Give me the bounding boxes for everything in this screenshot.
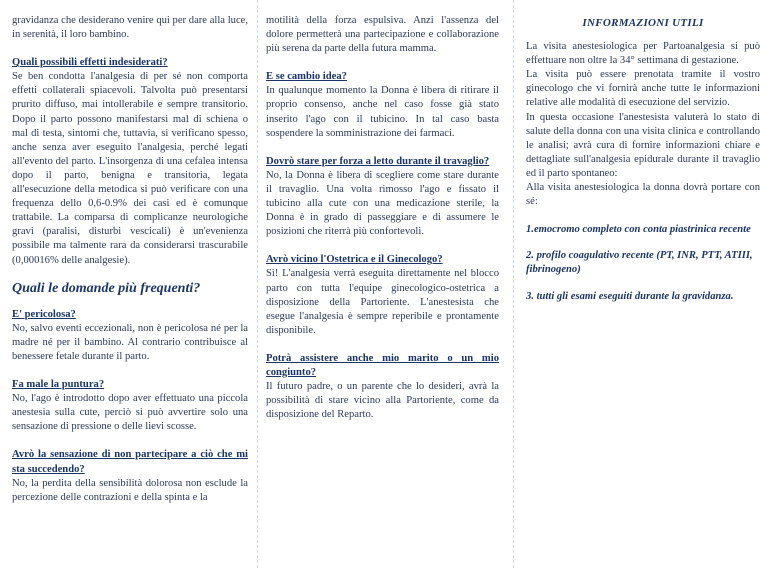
info-paragraph-booking: La visita può essere prenotata tramite il vostro ginecologo che vi fornirà anche tutte le informazioni relative alle modalità di esecuzione del servizio. [526,69,760,109]
column-right [526,0,760,568]
question-husband-heading: Potrà assistere anche mio marito o un mio congiunto? [266,352,499,378]
requirement-item-coagulation: 2. profilo coagulativo recente (PT, INR, PTT, ATIII, fibrinogeno) [526,250,753,276]
info-paragraph-evaluation: In questa occasione l'anestesista valuterà lo stato di salute della donna con una visita clinica e controllando le analisi; avrà cura di fornire informazioni chiare e dettagliate sull'analgesia epidurale durante il travaglio ed il parto spontaneo: [526,111,760,179]
question-change-mind-heading: E se cambio idea? [266,71,347,83]
question-midwife-heading: Avrò vicino l'Ostetrica e il Ginecologo? [266,254,443,266]
requirement-item-blood-count: 1.emocromo completo con conta piastrinica recente [526,224,751,236]
question-puncture-text: No, l'ago è introdotto dopo aver effettuato una piccola anestesia sulla cute, perciò si può avvertire solo una sensazione di pressione o delle lievi scosse. [12,393,248,433]
question-midwife-text: Sì! L'analgesia verrà eseguita direttamente nel blocco parto con tutta l'equipe ginecologico-ostetrica a disposizione della Partoriente. L'anestesista che esegue l'analgesia è sempre reperibile e prontamente disponibile. [266,268,499,336]
faq-heading: Quali le domande più frequenti? [12,280,201,296]
question-participate-text: No, la perdita della sensibilità dolorosa non esclude la percezione delle contrazioni e della spinta e la [12,477,248,503]
intro-text: gravidanza che desiderano venire qui per dare alla luce, in serenità, il loro bambino. [12,15,248,41]
column-left [12,0,248,568]
fold-line-right [513,0,514,568]
side-effects-heading: Quali possibili effetti indesiderati? [12,57,168,69]
continuation-text: motilità della forza espulsiva. Anzi l'assenza del dolore permetterà una partecipazione e collaborazione più serena da parte della futura mamma. [266,15,499,55]
fold-line-left [257,0,258,568]
info-title: INFORMAZIONI UTILI [582,17,704,29]
info-paragraph-visit: La visita anestesiologica per Partoanalgesia si può effettuare non oltre la 34° settimana di gestazione. [526,41,760,67]
question-husband-text: Il futuro padre, o un parente che lo desideri, avrà la possibilità di stare vicino alla Partoriente, come da disposizione del Reparto. [266,381,499,421]
question-dangerous-text: No, salvo eventi eccezionali, non è pericolosa né per la madre né per il bambino. Al contrario contribuisce al benessere fetale durante il parto. [12,322,248,362]
side-effects-text: Se ben condotta l'analgesia di per sé non comporta effetti collaterali spiacevoli. Talvolta può presentarsi prurito diffuso, mai intollerabile e sempre transitorio. Dopo il parto possono manifestarsi mal di schiena o mal di testa, sintomi che, tuttavia, si verificano spesso, anche senza aver eseguito l'analgesia, perché legati all'evento del parto. L'insorgenza di una cefalea intensa dopo il parto, benigna e transitoria, legata all'esecuzione della metodica si può verificare con una frequenza dello 0,6-0.9% dei casi ed è comunque trattabile. La comparsa di complicanze neurologiche gravi (paralisi, disturbi vescicali) è un'evenienza possibile ma talmente rara da considerarsi trascurabile (0,00016% delle analgesie). [12,71,248,266]
question-participate-heading: Avrò la sensazione di non partecipare a ciò che mi sta succedendo? [12,449,248,475]
question-bed-heading: Dovrò stare per forza a letto durante il travaglio? [266,155,490,167]
info-paragraph-bring: Alla visita anestesiologica la donna dovrà portare con sé: [526,182,760,208]
requirement-item-exams: 3. tutti gli esami eseguiti durante la gravidanza. [526,290,734,302]
question-dangerous-heading: E' pericolosa? [12,308,76,320]
question-puncture-heading: Fa male la puntura? [12,379,105,391]
question-change-mind-text: In qualunque momento la Donna è libera di ritirare il proprio consenso, anche nel caso fosse già stato inserito l'ago con il tubicino. In tal caso basta sospendere la somministrazione dei farmaci. [266,85,499,139]
column-middle [266,0,499,568]
question-bed-text: No, la Donna è libera di scegliere come stare durante il travaglio. Una volta rimosso l'ago e fissato il tubicino alla cute con una medicazione sterile, la Donna è in grado di passeggiare e di assumere le posizioni che riterrà più confortevoli. [266,169,499,238]
